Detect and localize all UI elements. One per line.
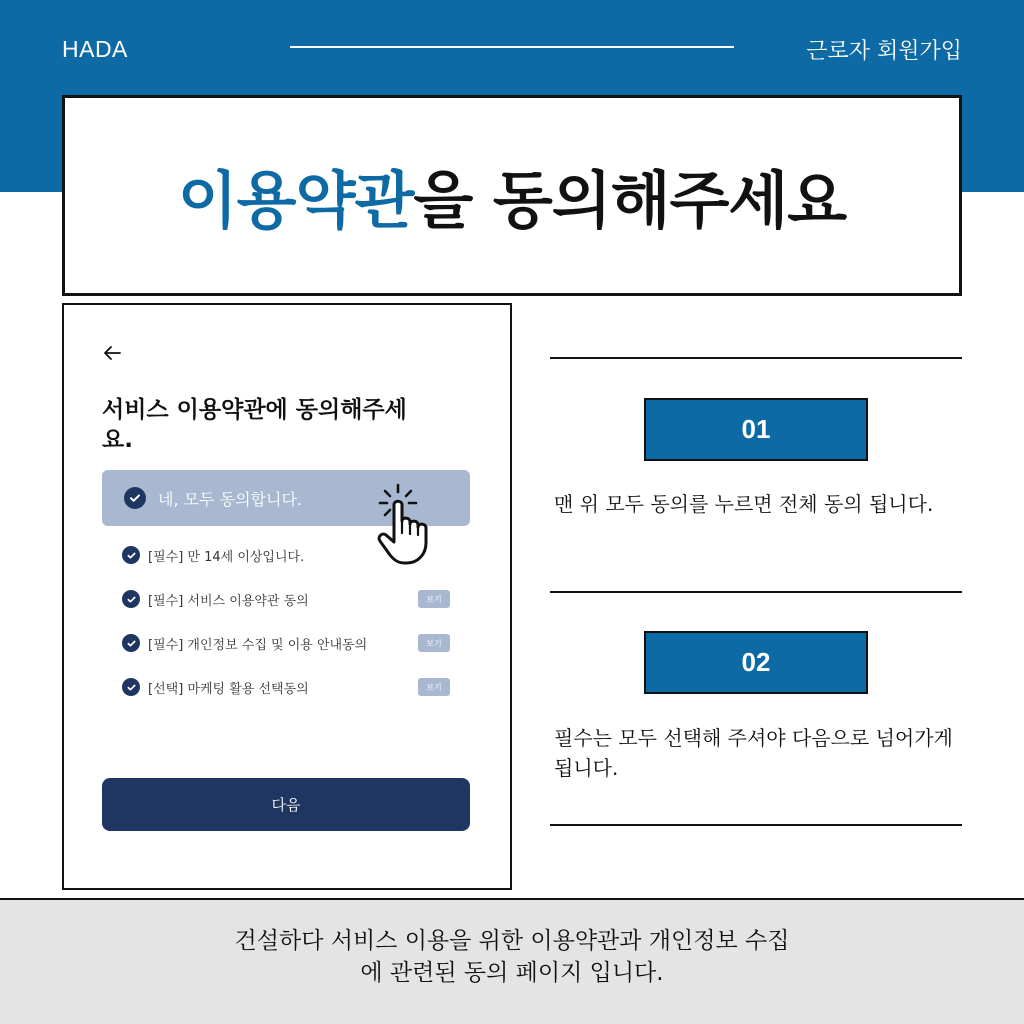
agree-item-age[interactable] — [122, 544, 452, 566]
title-box — [62, 95, 962, 296]
divider — [550, 357, 962, 359]
next-button[interactable]: 다음 — [102, 778, 470, 831]
view-terms-button[interactable]: 보기 — [418, 590, 450, 608]
agree-item-terms[interactable] — [122, 588, 452, 610]
agree-item-privacy[interactable] — [122, 632, 452, 654]
check-circle-icon — [122, 590, 140, 608]
step-number-badge: 02 — [644, 631, 868, 694]
agree-item-label: [선택] 마케팅 활용 선택동의 — [148, 681, 309, 697]
step-description: 필수는 모두 선택해 주셔야 다음으로 넘어가게 됩니다. — [554, 726, 953, 780]
footer-line: 에 관련된 동의 페이지 입니다. — [360, 960, 664, 986]
check-circle-icon — [124, 487, 146, 509]
header-section-label: 근로자 회원가입 — [806, 39, 962, 64]
view-privacy-button[interactable]: 보기 — [418, 634, 450, 652]
divider — [550, 824, 962, 826]
phone-title: 서비스 이용약관에 동의해주세요. — [102, 397, 407, 453]
brand-logo: HADA — [62, 36, 128, 62]
title-highlight: 이용약관 — [177, 164, 414, 237]
page-title — [178, 151, 846, 240]
title-rest: 을 동의해주세요 — [413, 164, 847, 237]
check-circle-icon — [122, 634, 140, 652]
agree-all-label: 네, 모두 동의합니다. — [158, 489, 302, 509]
check-circle-icon — [122, 678, 140, 696]
agree-item-label: [필수] 개인정보 수집 및 이용 안내동의 — [148, 637, 368, 653]
agree-item-marketing[interactable] — [122, 676, 452, 698]
agree-item-label: [필수] 만 14세 이상입니다. — [148, 549, 305, 565]
agree-item-label: [필수] 서비스 이용약관 동의 — [148, 593, 309, 609]
step-number-badge: 01 — [644, 398, 868, 461]
phone-mockup — [62, 303, 512, 890]
divider — [550, 591, 962, 593]
step-description: 맨 위 모두 동의를 누르면 전체 동의 됩니다. — [554, 492, 934, 516]
footer-caption — [0, 925, 1024, 989]
check-circle-icon — [122, 546, 140, 564]
header-divider — [290, 46, 734, 48]
arrow-left-icon[interactable] — [100, 341, 124, 365]
footer-line: 건설하다 서비스 이용을 위한 이용약관과 개인정보 수집 — [234, 928, 790, 954]
view-marketing-button[interactable]: 보기 — [418, 678, 450, 696]
